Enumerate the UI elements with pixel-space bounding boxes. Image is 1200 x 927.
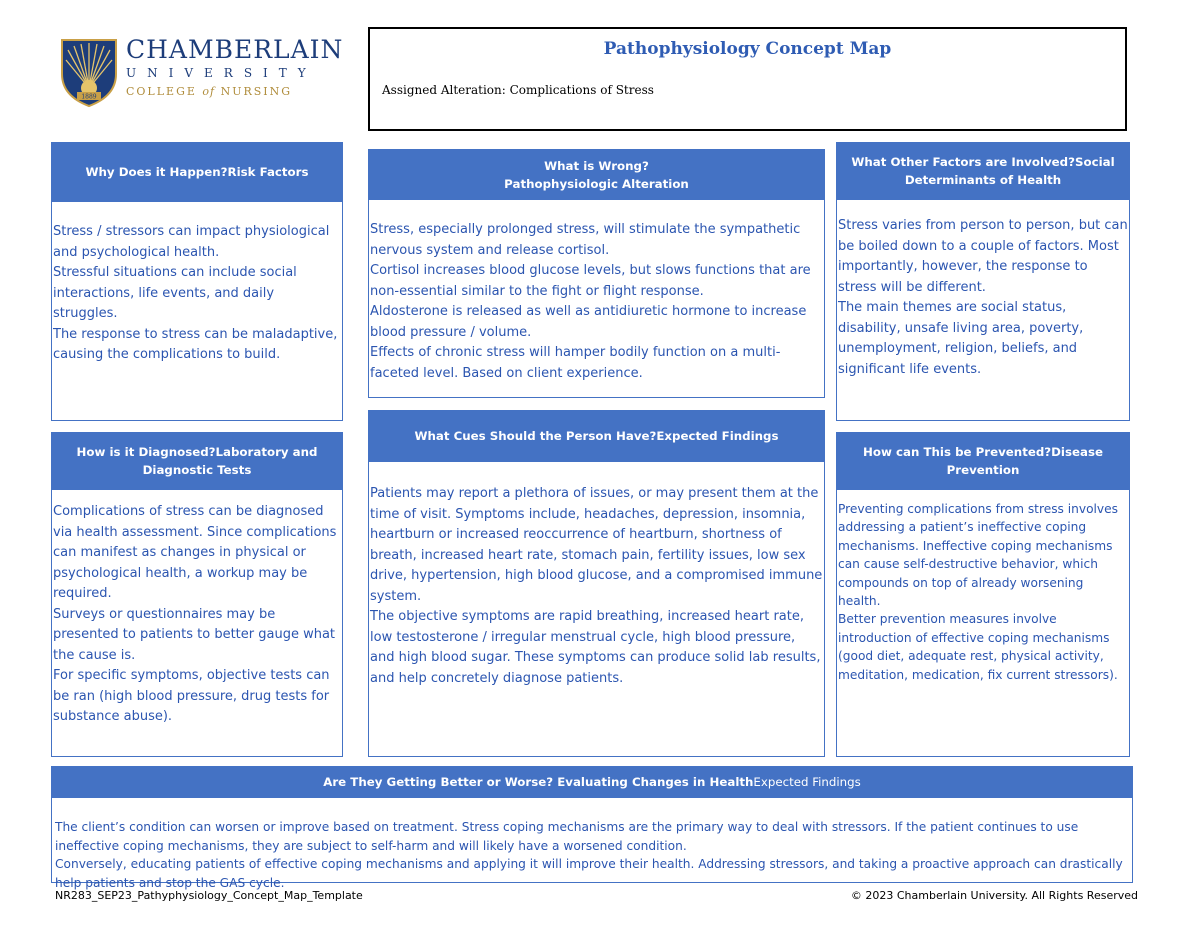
prevent-line: Better prevention measures involve introduction of effective coping mechanisms (good diet, adequate rest, physical activity, meditation, medication, fix current stressors). [838,612,1118,682]
risk-line: Stress / stressors can impact physiological and psychological health. [53,224,330,260]
evaluating-box [51,797,1133,890]
crest-icon [60,36,118,108]
diagnostic-tests-box [51,490,343,757]
diagnosed-line: Surveys or questionnaires may be presented to patients to better gauge what the cause is. [53,606,336,663]
what-is-wrong-header: What is Wrong? Pathophysiologic Alteration [368,149,825,200]
cues-header: What Cues Should the Person Have?Expected Findings [368,410,825,462]
pathophysiology-box [368,200,825,398]
page-title: Pathophysiology Concept Map [603,39,892,59]
risk-line: Stressful situations can include social interactions, life events, and daily struggles. [53,265,297,321]
logo-college: COLLEGE of NURSING [126,85,293,98]
prevention-header: How can This be Prevented?Disease Prevention [836,432,1130,490]
evaluate-line: The client’s condition can worsen or improve based on treatment. Stress coping mechanisms are the primary way to deal with stressors. If the patient continues to use ineffective coping mechanisms, they are subject to self-harm and will likely have a worsened condition. [55,820,1079,853]
social-determinants-header: What Other Factors are Involved?Social Determinants of Health [836,142,1130,200]
footer-copyright: © 2023 Chamberlain University. All Rights Reserved [850,889,1138,902]
social-determinants-box [836,200,1130,421]
wrong-line: Aldosterone is released as well as antidiuretic hormone to increase blood pressure / volume. [370,304,807,340]
evaluating-header: Are They Getting Better or Worse? Evaluating Changes in Health Expected Findings [51,766,1133,797]
chamberlain-logo [60,35,344,108]
prevent-line: Preventing complications from stress involves addressing a patient’s ineffective coping mechanisms. Ineffective coping mechanisms can cause self-destructive behavior, which compounds on top of already worsening health. [838,502,1118,609]
prevention-box [836,490,1130,757]
risk-factors-box [51,202,343,421]
expected-findings-box [368,462,825,757]
diagnosed-line: Complications of stress can be diagnosed via health assessment. Since complications can manifest as changes in physical or psychological health, a workup may be required. [53,504,337,601]
evaluate-line: Conversely, educating patients of effective coping mechanisms and applying it will improve their health. Addressing stressors, and taking a proactive approach can drastically help patients and stop the GAS cycle. [55,857,1123,890]
title-box [368,27,1127,131]
wrong-line: Effects of chronic stress will hamper bodily function on a multi-faceted level. Based on client experience. [370,345,781,381]
assigned-alteration: Assigned Alteration: Complications of Stress [382,83,654,97]
social-line: The main themes are social status, disability, unsafe living area, poverty, unemployment, religion, beliefs, and significant life events. [838,300,1084,377]
diagnosed-header: How is it Diagnosed?Laboratory and Diagnostic Tests [51,432,343,490]
logo-name: CHAMBERLAIN [126,35,344,64]
diagnosed-line: For specific symptoms, objective tests can be ran (high blood pressure, drug tests for substance abuse). [53,668,330,724]
logo-university: UNIVERSITY [126,66,317,80]
cues-line: The objective symptoms are rapid breathing, increased heart rate, low testosterone / irregular menstrual cycle, high blood pressure, and high blood sugar. These symptoms can produce solid lab results, and help concretely diagnose patients. [370,609,821,686]
wrong-line: Stress, especially prolonged stress, will stimulate the sympathetic nervous system and release cortisol. [370,222,801,258]
wrong-line: Cortisol increases blood glucose levels, but slows functions that are non-essential similar to the fight or flight response. [370,263,811,299]
risk-line: The response to stress can be maladaptive, causing the complications to build. [53,326,338,362]
svg-text:1889: 1889 [81,93,97,101]
cues-line: Patients may report a plethora of issues, or may present them at the time of visit. Symptoms include, headaches, depression, insomnia, heartburn or increased reoccurrence of heartburn, shortness of breath, increased heart rate, stomach pain, fertility issues, low sex drive, hypertension, high blood glucose, and a compromised immune system. [370,486,823,604]
risk-factors-header: Why Does it Happen?Risk Factors [51,142,343,202]
footer-template-name: NR283_SEP23_Pathyphysiology_Concept_Map_Template [55,889,363,902]
social-line: Stress varies from person to person, but can be boiled down to a couple of factors. Most importantly, however, the response to stress will be different. [838,218,1128,295]
